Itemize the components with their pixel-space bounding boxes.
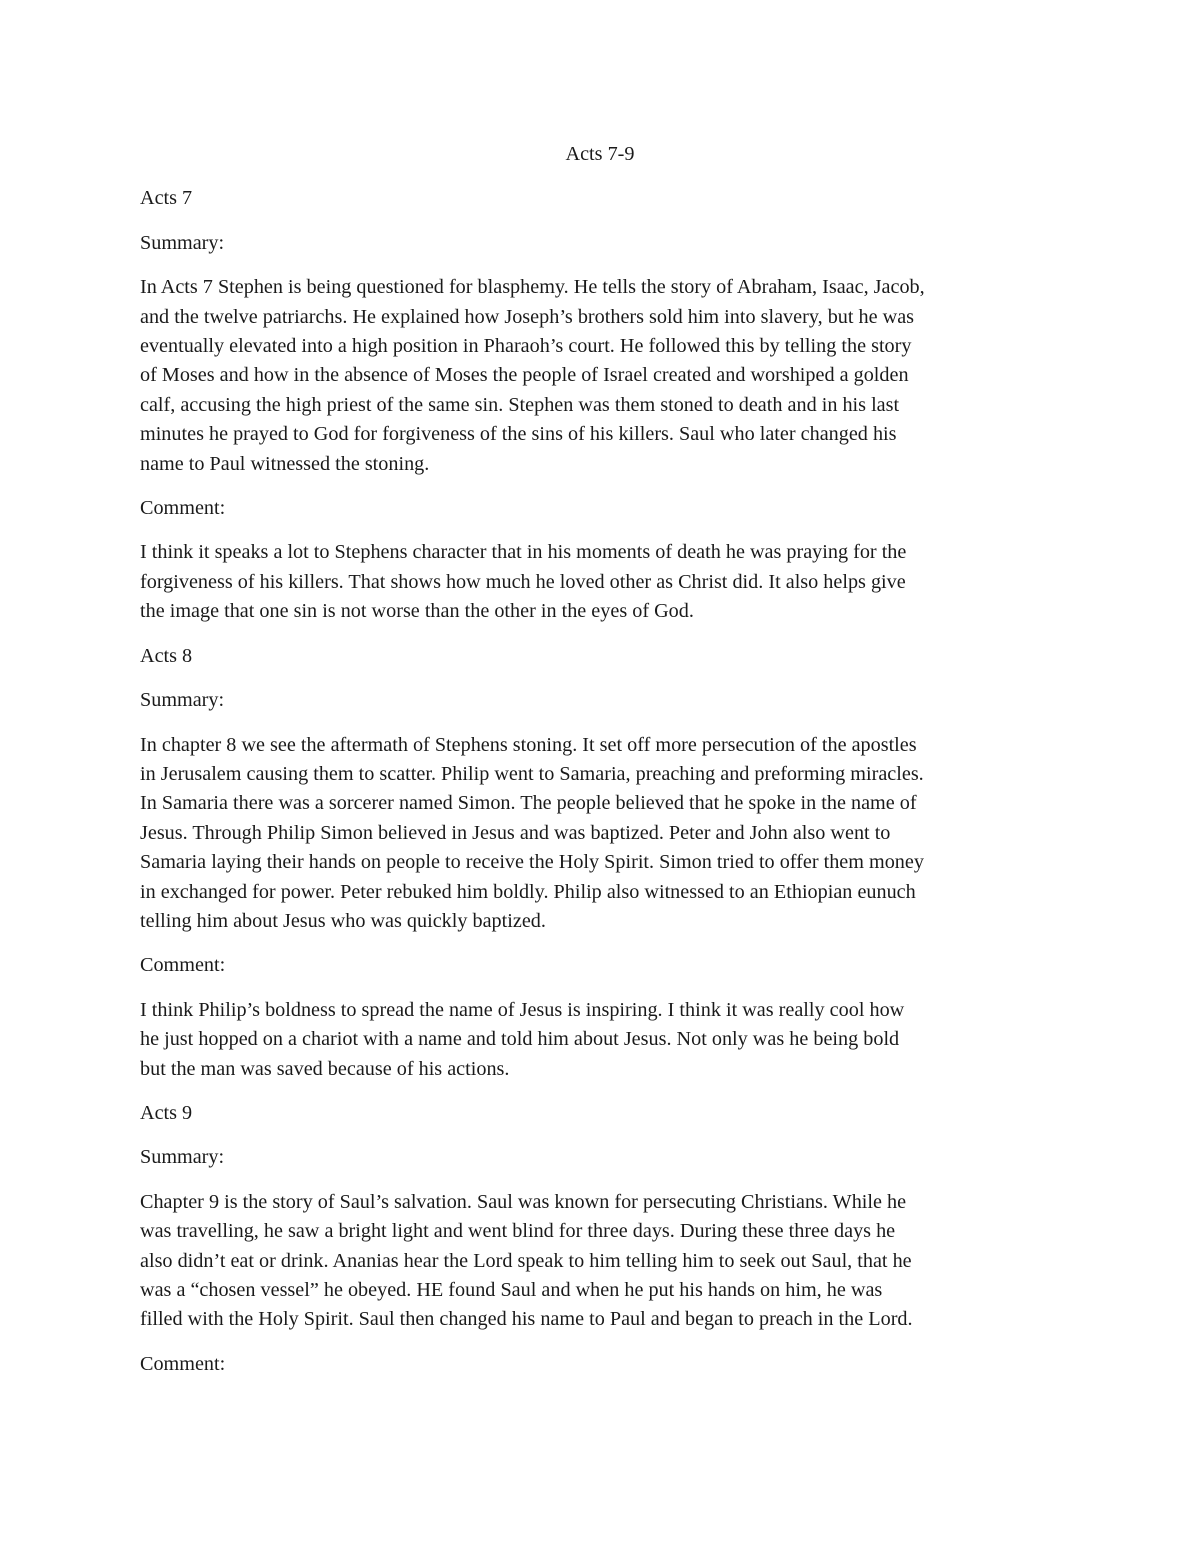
text-line: filled with the Holy Spirit. Saul then changed his name to Paul and began to preach in the Lord. <box>140 1308 913 1331</box>
section-heading: Acts 8 <box>140 644 193 667</box>
text-line: In Samaria there was a sorcerer named Simon. The people believed that he spoke in the name of <box>140 792 917 815</box>
text-line: Chapter 9 is the story of Saul’s salvation. Saul was known for persecuting Christians. While he <box>140 1190 907 1213</box>
comment-label: Comment: <box>140 954 226 977</box>
summary-label: Summary: <box>140 1146 225 1169</box>
section-heading: Acts 7 <box>140 187 193 210</box>
text-line: In chapter 8 we see the aftermath of Stephens stoning. It set off more persecution of the apostles <box>140 733 917 756</box>
text-line: was travelling, he saw a bright light and went blind for three days. During these three days he <box>140 1220 896 1243</box>
summary-paragraph <box>140 273 1060 479</box>
document-page <box>140 140 1060 1394</box>
text-line: I think it speaks a lot to Stephens character that in his moments of death he was praying for the <box>140 541 907 564</box>
text-line: and the twelve patriarchs. He explained how Joseph’s brothers sold him into slavery, but he was <box>140 305 915 328</box>
text-line: in exchanged for power. Peter rebuked him boldly. Philip also witnessed to an Ethiopian eunuch <box>140 880 916 903</box>
text-line: also didn’t eat or drink. Ananias hear the Lord speak to him telling him to seek out Saul, that he <box>140 1249 912 1272</box>
text-line: Jesus. Through Philip Simon believed in Jesus and was baptized. Peter and John also went to <box>140 821 891 844</box>
summary-paragraph <box>140 731 1060 937</box>
text-line: but the man was saved because of his actions. <box>140 1057 510 1080</box>
text-line: In Acts 7 Stephen is being questioned for blasphemy. He tells the story of Abraham, Isaac, Jacob, <box>140 276 925 299</box>
comment-label: Comment: <box>140 1352 226 1375</box>
document-title: Acts 7-9 <box>565 143 635 165</box>
text-line: minutes he prayed to God for forgiveness of the sins of his killers. Saul who later changed his <box>140 423 897 446</box>
text-line: name to Paul witnessed the stoning. <box>140 452 430 475</box>
comment-label: Comment: <box>140 497 226 520</box>
text-line: telling him about Jesus who was quickly baptized. <box>140 909 546 932</box>
text-line: eventually elevated into a high position in Pharaoh’s court. He followed this by telling the story <box>140 335 912 358</box>
text-line: Samaria laying their hands on people to receive the Holy Spirit. Simon tried to offer them money <box>140 851 924 874</box>
text-line: he just hopped on a chariot with a name and told him about Jesus. Not only was he being bold <box>140 1028 900 1051</box>
text-line: forgiveness of his killers. That shows how much he loved other as Christ did. It also helps give <box>140 570 906 593</box>
text-line: calf, accusing the high priest of the same sin. Stephen was them stoned to death and in his last <box>140 393 900 416</box>
summary-paragraph <box>140 1188 1060 1335</box>
text-line: I think Philip’s boldness to spread the name of Jesus is inspiring. I think it was really cool how <box>140 998 905 1021</box>
summary-label: Summary: <box>140 689 225 712</box>
summary-label: Summary: <box>140 231 225 254</box>
comment-paragraph <box>140 538 1060 626</box>
text-line: was a “chosen vessel” he obeyed. HE found Saul and when he put his hands on him, he was <box>140 1279 883 1301</box>
text-line: of Moses and how in the absence of Moses the people of Israel created and worshiped a golden <box>140 364 909 387</box>
comment-paragraph <box>140 996 1060 1084</box>
section-heading: Acts 9 <box>140 1101 193 1124</box>
text-line: in Jerusalem causing them to scatter. Philip went to Samaria, preaching and preforming miracles. <box>140 762 924 785</box>
text-line: the image that one sin is not worse than the other in the eyes of God. <box>140 600 694 623</box>
